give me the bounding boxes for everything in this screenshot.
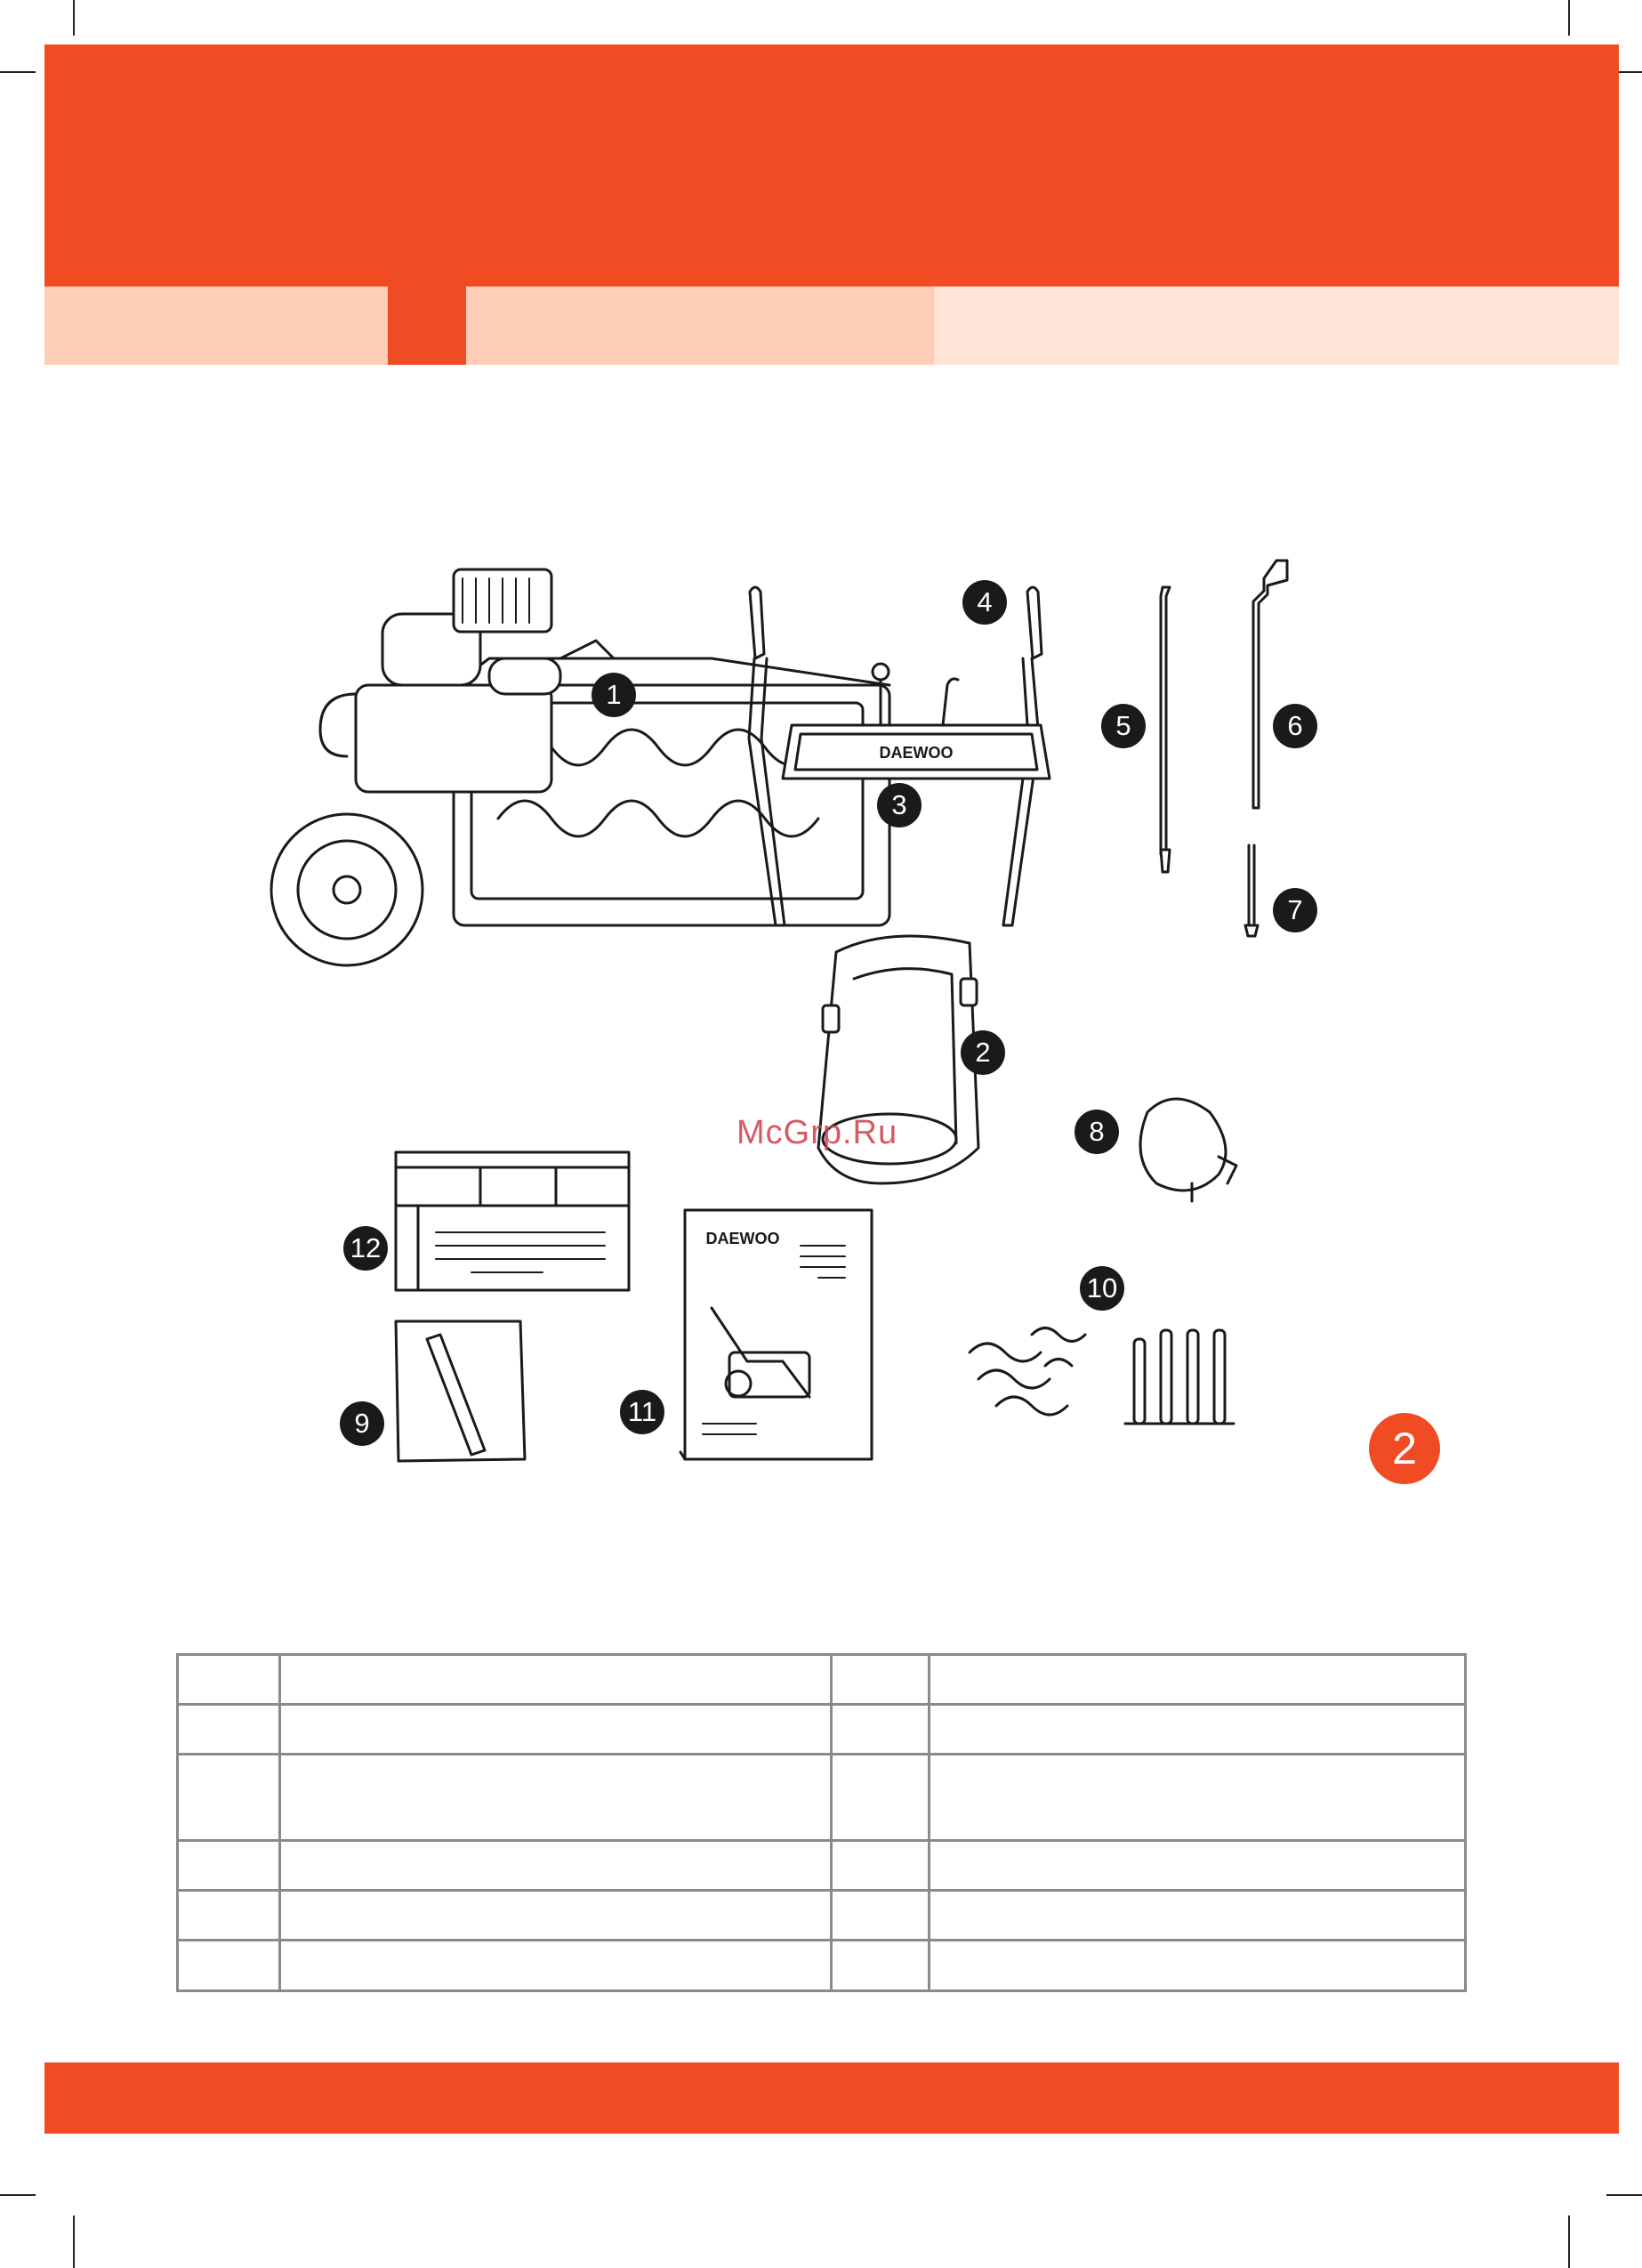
- crop-mark: [73, 0, 75, 36]
- table-cell: [930, 1755, 1466, 1841]
- callout-5: 5: [1101, 704, 1146, 748]
- crop-mark: [0, 2194, 36, 2196]
- tool-pack-drawing: [396, 1321, 525, 1461]
- parts-table: [176, 1653, 1467, 1992]
- footer-band: [44, 2062, 1619, 2134]
- callout-2: 2: [961, 1030, 1005, 1075]
- header-band: [44, 44, 1619, 287]
- header-tab-accent: [388, 287, 466, 365]
- header-tab-middle: [466, 287, 934, 365]
- table-cell: [178, 1841, 280, 1891]
- table-cell: [832, 1841, 930, 1891]
- callout-12: 12: [343, 1226, 388, 1271]
- table-cell: [280, 1655, 832, 1705]
- table-cell: [832, 1705, 930, 1755]
- table-row: [178, 1755, 1466, 1841]
- table-cell: [280, 1755, 832, 1841]
- table-cell: [930, 1841, 1466, 1891]
- table-cell: [930, 1655, 1466, 1705]
- header-tab-right: [934, 287, 1619, 365]
- page-number-badge: 2: [1369, 1413, 1440, 1484]
- daewoo-logo-panel: DAEWOO: [879, 744, 954, 762]
- manual-drawing: [680, 1210, 872, 1459]
- label-sheet-drawing: [396, 1152, 629, 1290]
- daewoo-logo-manual: DAEWOO: [705, 1230, 780, 1247]
- table-cell: [280, 1941, 832, 1991]
- table-cell: [930, 1891, 1466, 1941]
- table-cell: [280, 1841, 832, 1891]
- rods-drawing: [1161, 561, 1287, 936]
- table-cell: [832, 1655, 930, 1705]
- table-cell: [178, 1705, 280, 1755]
- table-cell: [930, 1941, 1466, 1991]
- crop-mark: [0, 71, 36, 73]
- callout-7: 7: [1273, 888, 1317, 932]
- table-cell: [178, 1941, 280, 1991]
- lamp-drawing: [1140, 1099, 1236, 1201]
- pins-clips-drawing: [970, 1328, 1234, 1425]
- table-row: [178, 1891, 1466, 1941]
- header-tab-row: [44, 287, 1619, 365]
- crop-mark: [1568, 2216, 1570, 2268]
- table-cell: [178, 1755, 280, 1841]
- table-cell: [280, 1891, 832, 1941]
- table-cell: [178, 1891, 280, 1941]
- table-row: [178, 1841, 1466, 1891]
- table-row: [178, 1941, 1466, 1991]
- table-cell: [832, 1891, 930, 1941]
- crop-mark: [1606, 2194, 1642, 2196]
- watermark: McGrp.Ru: [736, 1114, 898, 1151]
- header-tab-left: [44, 287, 388, 365]
- callout-9: 9: [340, 1401, 384, 1446]
- parts-illustration: [267, 534, 1512, 1513]
- callout-11: 11: [620, 1390, 664, 1434]
- table-cell: [930, 1705, 1466, 1755]
- crop-mark: [1568, 0, 1570, 36]
- callout-3: 3: [877, 783, 922, 827]
- callout-8: 8: [1075, 1110, 1119, 1154]
- callout-6: 6: [1273, 704, 1317, 748]
- callout-4: 4: [962, 580, 1007, 625]
- table-cell: [178, 1655, 280, 1705]
- table-row: [178, 1705, 1466, 1755]
- callout-10: 10: [1080, 1266, 1124, 1311]
- table-cell: [832, 1941, 930, 1991]
- table-cell: [280, 1705, 832, 1755]
- crop-mark: [73, 2216, 75, 2268]
- table-row: [178, 1655, 1466, 1705]
- table-cell: [832, 1755, 930, 1841]
- callout-1: 1: [592, 673, 636, 717]
